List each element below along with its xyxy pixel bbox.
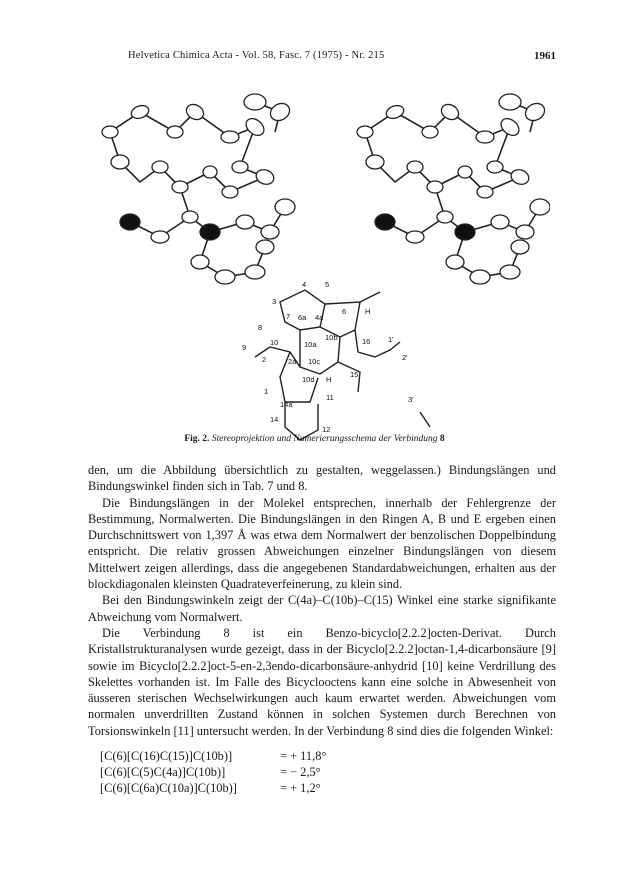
svg-text:10: 10 — [270, 338, 279, 347]
body-text — [88, 462, 556, 739]
svg-text:7: 7 — [286, 312, 291, 321]
svg-text:H: H — [365, 307, 371, 316]
torsion-angle-row — [100, 780, 420, 796]
journal-title: Helvetica Chimica Acta - Vol. 58, Fasc. 7 (1975) - Nr. 215 — [128, 50, 385, 61]
svg-text:2a: 2a — [288, 357, 297, 366]
svg-text:15: 15 — [350, 370, 359, 379]
running-header — [88, 50, 556, 66]
svg-text:14: 14 — [270, 415, 279, 424]
svg-text:6a: 6a — [298, 313, 307, 322]
caption-text: Stereoprojektion und Numerierungsschema der Verbindung — [211, 434, 438, 444]
torsion-label: [C(6)[C(6a)C(10a)]C(10b)] — [100, 781, 237, 795]
svg-text:1: 1 — [264, 387, 269, 396]
torsion-value: = + 11,8° — [280, 749, 327, 763]
svg-text:16: 16 — [362, 337, 371, 346]
stereo-projection-drawing — [80, 72, 550, 442]
figure-caption — [0, 434, 629, 444]
torsion-label: [C(6)[C(5)C(4a)]C(10b)] — [100, 765, 226, 779]
page-number: 1961 — [534, 50, 556, 62]
paragraph-1: den, um die Abbildung übersichtlich zu gestalten, weggelassen.) Bindungslängen und Bindungswinkel finden sich in Tab. 7 und 8. — [88, 463, 556, 494]
caption-compound: 8 — [439, 434, 445, 444]
svg-text:4a: 4a — [315, 313, 324, 322]
svg-text:8: 8 — [258, 323, 263, 332]
torsion-label: [C(6)[C(16)C(15)]C(10b)] — [100, 749, 233, 763]
svg-text:2: 2 — [262, 355, 267, 364]
paragraph-3: Bei den Bindungswinkeln zeigt der C(4a)–C(10b)–C(15) Winkel eine starke signifikante Abweichung vom Normalwert. — [88, 593, 556, 624]
torsion-angle-row — [100, 748, 420, 764]
torsion-angle-row — [100, 764, 420, 780]
paragraph-4: Die Verbindung 8 ist ein Benzo-bicyclo[2.2.2]octen-Derivat. Durch Kristallstrukturanalysen wurde gezeigt, dass in der Bicyclo[2.2.2]octan-1,4-dicarbonsäure [9] sowie im Bicyclo[2.2.2]oct-5-en-2,3endo-dicarbonsäure-anhydrid [10] keine Verdrillung des Skelettes vorhanden ist. Im Falle des Bicyclooctens kann eine solche in Abwesenheit von äusseren sterischen Wechselwirkungen auch kaum erwartet werden. Abweichungen vom normalen unverdrillten Zustand können in solchen Systemen durch Berechnen von Torsionswinkeln [11] untersucht werden. In der Verbindung 8 sind dies die folgenden Winkel: — [88, 625, 556, 738]
svg-text:14a: 14a — [280, 400, 293, 409]
svg-text:10a: 10a — [304, 340, 317, 349]
svg-text:12: 12 — [322, 425, 331, 434]
svg-text:2': 2' — [402, 353, 408, 362]
svg-text:H: H — [326, 375, 332, 384]
svg-text:9: 9 — [242, 343, 247, 352]
svg-text:5: 5 — [325, 280, 330, 289]
svg-text:10b: 10b — [325, 333, 338, 342]
torsion-angle-list — [100, 748, 420, 796]
svg-text:3: 3 — [272, 297, 277, 306]
svg-text:11: 11 — [326, 393, 334, 402]
svg-text:3': 3' — [408, 395, 414, 404]
svg-text:10d: 10d — [302, 375, 315, 384]
caption-label: Fig. 2. — [184, 434, 210, 444]
svg-text:4: 4 — [302, 280, 307, 289]
svg-text:6: 6 — [342, 307, 347, 316]
paragraph-2: Die Bindungslängen in der Molekel entsprechen, innerhalb der Fehlergrenze der Bestimmung, Normalwerten. Die Bindungslängen in den Ringen A, B und E ergeben einen Durchschnittswert von 1,397 Å was etwa dem Normalwert der benzolischen Doppelbindung entspricht. Die relativ grossen Abweichungen einzelner Bindungslängen von diesem Mittelwert zeigen allerdings, dass die angegebenen Standardabweichungen, erhalten aus der blockdiagonalen kleinsten Quadrateverfeinerung, zu klein sind. — [88, 495, 556, 592]
torsion-value: = + 1,2° — [280, 781, 321, 795]
stereo-figure — [80, 72, 550, 442]
svg-text:1': 1' — [388, 335, 394, 344]
svg-text:10c: 10c — [308, 357, 321, 366]
torsion-value: = − 2,5° — [280, 765, 321, 779]
